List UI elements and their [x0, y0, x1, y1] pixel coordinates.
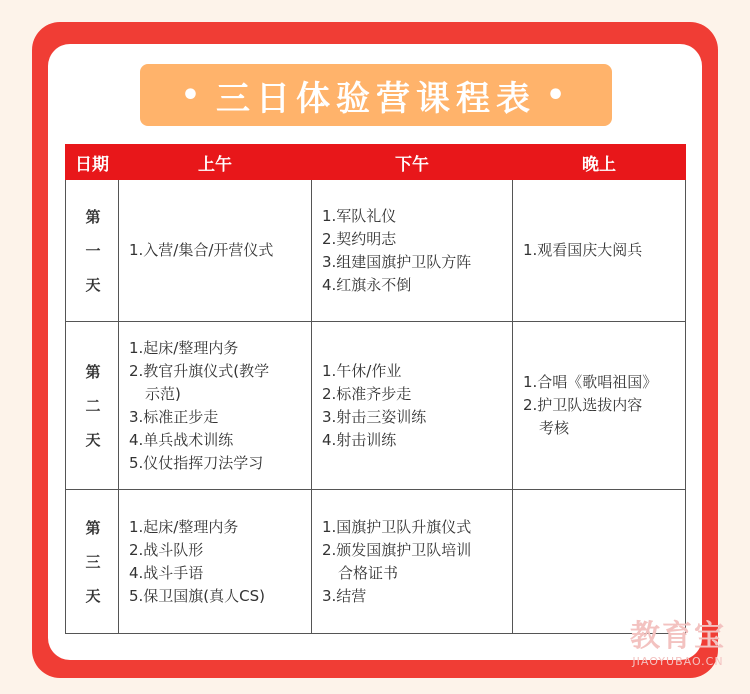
header-date: 日期	[66, 145, 119, 180]
schedule-item: 1.午休/作业	[322, 361, 402, 380]
schedule-item: 2.护卫队选拔内容	[523, 396, 643, 414]
page-title	[140, 64, 612, 126]
watermark-cn: 教育宝	[630, 619, 726, 654]
table-row	[66, 180, 686, 322]
morning-cell	[119, 490, 312, 634]
schedule-item: 1.入营/集合/开营仪式	[129, 241, 274, 259]
header-afternoon: 下午	[312, 145, 513, 180]
header-row	[66, 145, 686, 180]
schedule-item: 3.组建国旗护卫队方阵	[322, 252, 472, 271]
day-label	[66, 180, 119, 322]
schedule-item: 2.颁发国旗护卫队培训	[322, 540, 472, 559]
day-label-char: 一	[85, 241, 101, 260]
schedule-item: 1.观看国庆大阅兵	[523, 241, 643, 259]
schedule-item: 示范)	[145, 384, 181, 403]
schedule-item: 5.仪仗指挥刀法学习	[129, 453, 264, 472]
schedule-item: 1.起床/整理内务	[129, 517, 239, 536]
schedule-item: 4.红旗永不倒	[322, 275, 412, 294]
schedule-item: 2.标准齐步走	[322, 384, 412, 403]
schedule-item: 5.保卫国旗(真人CS)	[129, 586, 266, 605]
schedule-item: 3.结营	[322, 586, 367, 605]
schedule-item: 1.起床/整理内务	[129, 338, 239, 357]
day-label-char: 第	[85, 518, 101, 537]
day-label-char: 天	[85, 586, 101, 605]
schedule-body	[66, 180, 686, 634]
schedule-item: 3.射击三姿训练	[322, 407, 427, 426]
day-label-char: 第	[85, 207, 101, 226]
evening-cell	[513, 322, 686, 490]
table-row	[66, 322, 686, 490]
schedule-item: 4.单兵战术训练	[129, 430, 234, 449]
schedule-table	[65, 144, 686, 634]
schedule-item: 3.标准正步走	[129, 407, 219, 426]
watermark-logo	[630, 611, 726, 668]
afternoon-cell	[312, 180, 513, 322]
afternoon-cell	[312, 490, 513, 634]
morning-cell	[119, 180, 312, 322]
day-label-char: 天	[85, 430, 101, 449]
title-dot-right: •	[546, 77, 572, 113]
morning-cell	[119, 322, 312, 490]
schedule-item: 合格证书	[338, 563, 399, 582]
header-evening: 晚上	[513, 145, 686, 180]
day-label-char: 第	[85, 362, 101, 381]
schedule-item: 2.契约明志	[322, 229, 397, 248]
title-dot-left: •	[180, 77, 206, 113]
afternoon-cell	[312, 322, 513, 490]
schedule-item: 2.教官升旗仪式(教学	[129, 361, 270, 380]
day-label-char: 二	[85, 396, 101, 415]
table-row	[66, 490, 686, 634]
schedule-item: 2.战斗队形	[129, 540, 204, 559]
schedule-item: 4.战斗手语	[129, 563, 204, 582]
day-label	[66, 490, 119, 634]
schedule-item: 1.合唱《歌唱祖国》	[523, 373, 658, 391]
schedule-item: 1.军队礼仪	[322, 206, 397, 225]
day-label	[66, 322, 119, 490]
schedule-item: 1.国旗护卫队升旗仪式	[322, 517, 472, 536]
evening-cell	[513, 180, 686, 322]
schedule-item: 考核	[539, 419, 570, 437]
day-label-char: 三	[85, 552, 101, 571]
day-label-char: 天	[85, 275, 101, 294]
header-morning: 上午	[119, 145, 312, 180]
watermark-en: JIAOYUBAO.CN	[632, 655, 724, 668]
title-text: 三日体验营课程表	[216, 78, 536, 119]
schedule-item: 4.射击训练	[322, 430, 397, 449]
